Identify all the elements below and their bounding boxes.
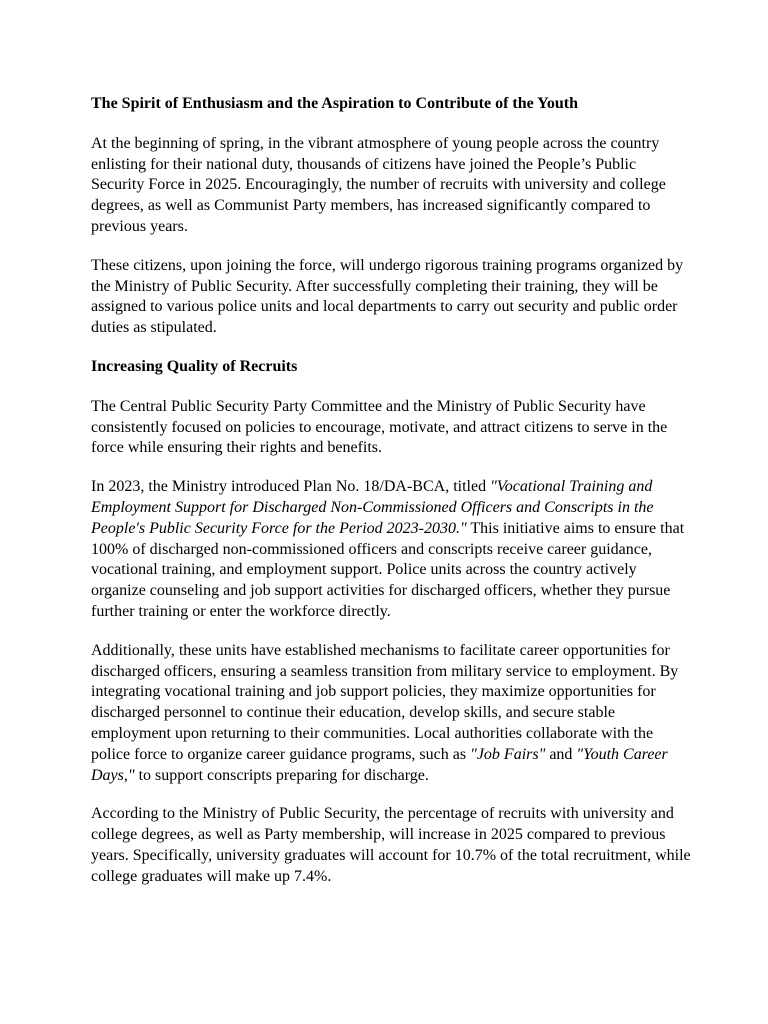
plan-intro-text: In 2023, the Ministry introduced Plan No. 18/DA-BCA, titled [91, 478, 491, 496]
plan-description-text: This initiative aims to ensure that 100% of discharged non-commissioned officers and conscripts receive career guidance, vocational training, and employment support. Police units across the country actively organize counseling and job support activities for discharged officers, whether they pursue further training or enter the workforce directly. [91, 519, 685, 620]
career-closing-text: to support conscripts preparing for discharge. [134, 766, 429, 784]
paragraph-career-mechanisms [91, 641, 691, 787]
plan-title: "Vocational Training and Employment Support for Discharged Non-Commissioned Officers and Conscripts in the People's Public Security Force for the Period 2023-2030." [91, 478, 654, 537]
section-heading: Increasing Quality of Recruits [91, 357, 298, 375]
document-page [91, 94, 691, 888]
career-intro-text: Additionally, these units have established mechanisms to facilitate career opportunities for discharged officers, ensuring a seamless transition from military service to employment. By integrating vocational training and job support policies, they maximize opportunities for discharged personnel to continue their education, develop skills, and secure stable employment upon returning to their communities. Local authorities collaborate with the police force to organize career guidance programs, such as [91, 641, 679, 763]
paragraph-plan [91, 477, 691, 623]
paragraph-statistics: According to the Ministry of Public Security, the percentage of recruits with university and college degrees, as well as Party membership, will increase in 2025 compared to previous years. Specifically, university graduates will account for 10.7% of the total recruitment, while college graduates will make up 7.4%. [91, 805, 691, 885]
paragraph-policies: The Central Public Security Party Committee and the Ministry of Public Security have consistently focused on policies to encourage, motivate, and attract citizens to serve in the force while ensuring their rights and benefits. [91, 397, 668, 457]
paragraph-training: These citizens, upon joining the force, will undergo rigorous training programs organized by the Ministry of Public Security. After successfully completing their training, they will be assigned to various police units and local departments to carry out security and public order duties as stipulated. [91, 256, 684, 337]
event-youth-career-days: "Youth Career Days," [91, 745, 668, 784]
document-title: The Spirit of Enthusiasm and the Aspiration to Contribute of the Youth [91, 95, 579, 112]
paragraph-spring-recruitment: At the beginning of spring, in the vibrant atmosphere of young people across the country enlisting for their national duty, thousands of citizens have joined the People’s Public Security Force in 2025. Encouragingly, the number of recruits with university and college degrees, as well as Communist Party members, has increased significantly compared to previous years. [91, 134, 666, 235]
event-job-fairs: "Job Fairs" [470, 745, 546, 763]
conjunction-text: and [545, 745, 577, 763]
